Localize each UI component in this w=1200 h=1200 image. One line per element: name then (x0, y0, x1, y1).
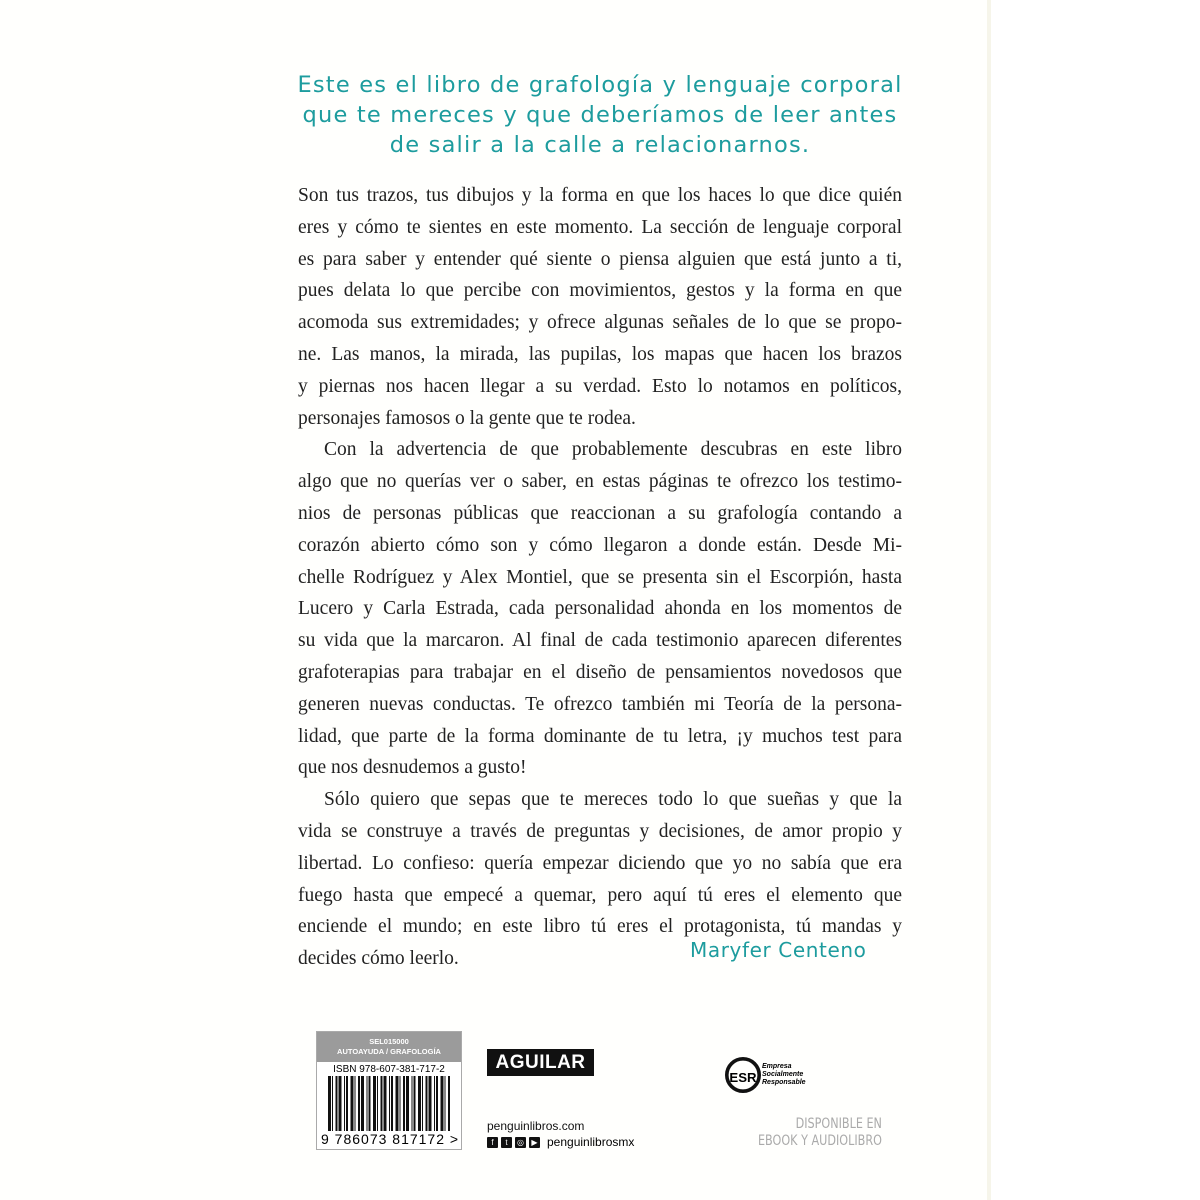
barcode-bar (434, 1076, 435, 1131)
barcode-bar (400, 1076, 401, 1131)
esr-text: Responsable (762, 1079, 806, 1086)
barcode-bar (344, 1076, 345, 1131)
barcode-bar (369, 1076, 371, 1131)
text-line: personajes famosos o la gente que te rodea. (298, 407, 636, 429)
esr-badge (728, 1060, 806, 1090)
barcode-bar (381, 1076, 383, 1131)
availability-line: EBOOK Y AUDIOLIBRO (758, 1133, 882, 1149)
barcode-box (316, 1031, 462, 1150)
social-links (487, 1135, 634, 1149)
barcode-bar (367, 1076, 368, 1131)
barcode-bar (448, 1076, 450, 1131)
category-label (317, 1032, 461, 1062)
text-line: acomoda sus extremidades; y ofrece algunas señales de lo que se propo- (298, 312, 902, 334)
text-line: generen nuevas conductas. Te ofrezco también mi Teoría de la persona- (298, 693, 902, 715)
text-line: su vida que la marcaron. Al final de cada testimonio aparecen diferentes (298, 630, 902, 652)
text-line: Lucero y Carla Estrada, cada personalidad ahonda en los momentos de (298, 598, 902, 620)
headline (250, 70, 950, 160)
publisher-logo: AGUILAR (487, 1049, 594, 1076)
barcode-bar (422, 1076, 423, 1131)
barcode (324, 1076, 454, 1131)
website-link[interactable]: penguinlibros.com (487, 1119, 585, 1133)
text-line: pues delata lo que percibe con movimientos, gestos y la forma en que (298, 280, 902, 302)
text-line: Con la advertencia de que probablemente descubras en este libro (324, 439, 902, 461)
barcode-bar (328, 1076, 331, 1131)
barcode-bar (332, 1076, 333, 1131)
text-line: fuego hasta que empecé a quemar, pero aquí tú eres el elemento que (298, 884, 902, 906)
youtube-icon[interactable]: ▶ (529, 1137, 540, 1148)
barcode-bar (377, 1076, 378, 1131)
barcode-bar (426, 1076, 428, 1131)
barcode-bar (391, 1076, 393, 1131)
text-line: decides cómo leerlo. (298, 948, 459, 970)
barcode-bar (358, 1076, 360, 1131)
text-line: corazón abierto cómo son y cómo llegaron a donde están. Desde Mi- (298, 534, 902, 556)
text-line: grafoterapias para trabajar en el diseño de pensamientos novedosos que (298, 661, 902, 683)
barcode-bar (406, 1076, 409, 1131)
text-line: enciende el mundo; en este libro tú eres el protagonista, tú mandas y (298, 916, 902, 938)
barcode-bar (361, 1076, 364, 1131)
barcode-bar (373, 1076, 376, 1131)
text-line: libertad. Lo confieso: quería empezar diciendo que yo no sabía que era (298, 852, 902, 874)
category: AUTOAYUDA / GRAFOLOGÍA (337, 1047, 441, 1056)
barcode-number: 9 786073 817172 > (321, 1131, 460, 1147)
headline-line: de salir a la calle a relacionarnos. (389, 132, 811, 158)
barcode-bar (384, 1076, 387, 1131)
barcode-bar (339, 1076, 342, 1131)
text-line: nios de personas públicas que reaccionan a su grafología contando a (298, 502, 902, 524)
barcode-bar (396, 1076, 399, 1131)
social-handle: penguinlibrosmx (547, 1135, 635, 1149)
barcode-bar (346, 1076, 348, 1131)
esr-text: Socialmente (762, 1071, 804, 1078)
esr-logo: ESR (725, 1057, 761, 1093)
text-line: algo que no querías ver o saber, en estas páginas te ofrezco los testimo- (298, 471, 902, 493)
barcode-bar (436, 1076, 438, 1131)
text-line: y piernas nos hacen llegar a su verdad. Esto lo notamos en políticos, (298, 375, 902, 397)
barcode-bar (389, 1076, 390, 1131)
barcode-bar (351, 1076, 354, 1131)
text-line: eres y cómo te sientes en este momento. La sección de lenguaje corporal (298, 216, 902, 238)
barcode-bar (336, 1076, 338, 1131)
facebook-icon[interactable]: f (487, 1137, 498, 1148)
barcode-bar (412, 1076, 413, 1131)
barcode-bar (414, 1076, 416, 1131)
text-line: ne. Las manos, la mirada, las pupilas, los mapas que hacen los brazos (298, 343, 902, 365)
text-line: Son tus trazos, tus dibujos y la forma en que los haces lo que dice quién (298, 185, 902, 206)
synopsis (298, 180, 902, 975)
text-line: Sólo quiero que sepas que te mereces todo lo que sueñas y que la (324, 789, 902, 811)
esr-text: Empresa (762, 1063, 792, 1070)
text-line: que nos desnudemos a gusto! (298, 757, 527, 779)
headline-line: Este es el libro de grafología y lenguaje corporal (297, 72, 903, 98)
barcode-bar (441, 1076, 444, 1131)
text-line: es para saber y entender qué siente o piensa alguien que está junto a ti, (298, 248, 902, 270)
headline-line: que te mereces y que deberíamos de leer antes (302, 102, 898, 128)
barcode-bar (429, 1076, 432, 1131)
availability-line: DISPONIBLE EN (795, 1116, 882, 1132)
author-signature: Maryfer Centeno (690, 938, 867, 962)
availability-note (758, 1116, 882, 1150)
text-line: chelle Rodríguez y Alex Montiel, que se presenta sin el Escorpión, hasta (298, 566, 902, 588)
text-line: lidad, que parte de la forma dominante de tu letra, ¡y muchos test para (298, 725, 902, 747)
barcode-bar (403, 1076, 405, 1131)
barcode-bar (355, 1076, 356, 1131)
isbn: ISBN 978-607-381-717-2 (333, 1064, 445, 1075)
instagram-icon[interactable]: ◎ (515, 1137, 526, 1148)
spine-edge (987, 0, 991, 1200)
bisac-code: SEL015000 (369, 1037, 409, 1046)
barcode-bar (418, 1076, 421, 1131)
text-line: vida se construye a través de preguntas y decisiones, de amor propio y (298, 820, 902, 842)
twitter-icon[interactable]: t (501, 1137, 512, 1148)
barcode-bar (445, 1076, 446, 1131)
